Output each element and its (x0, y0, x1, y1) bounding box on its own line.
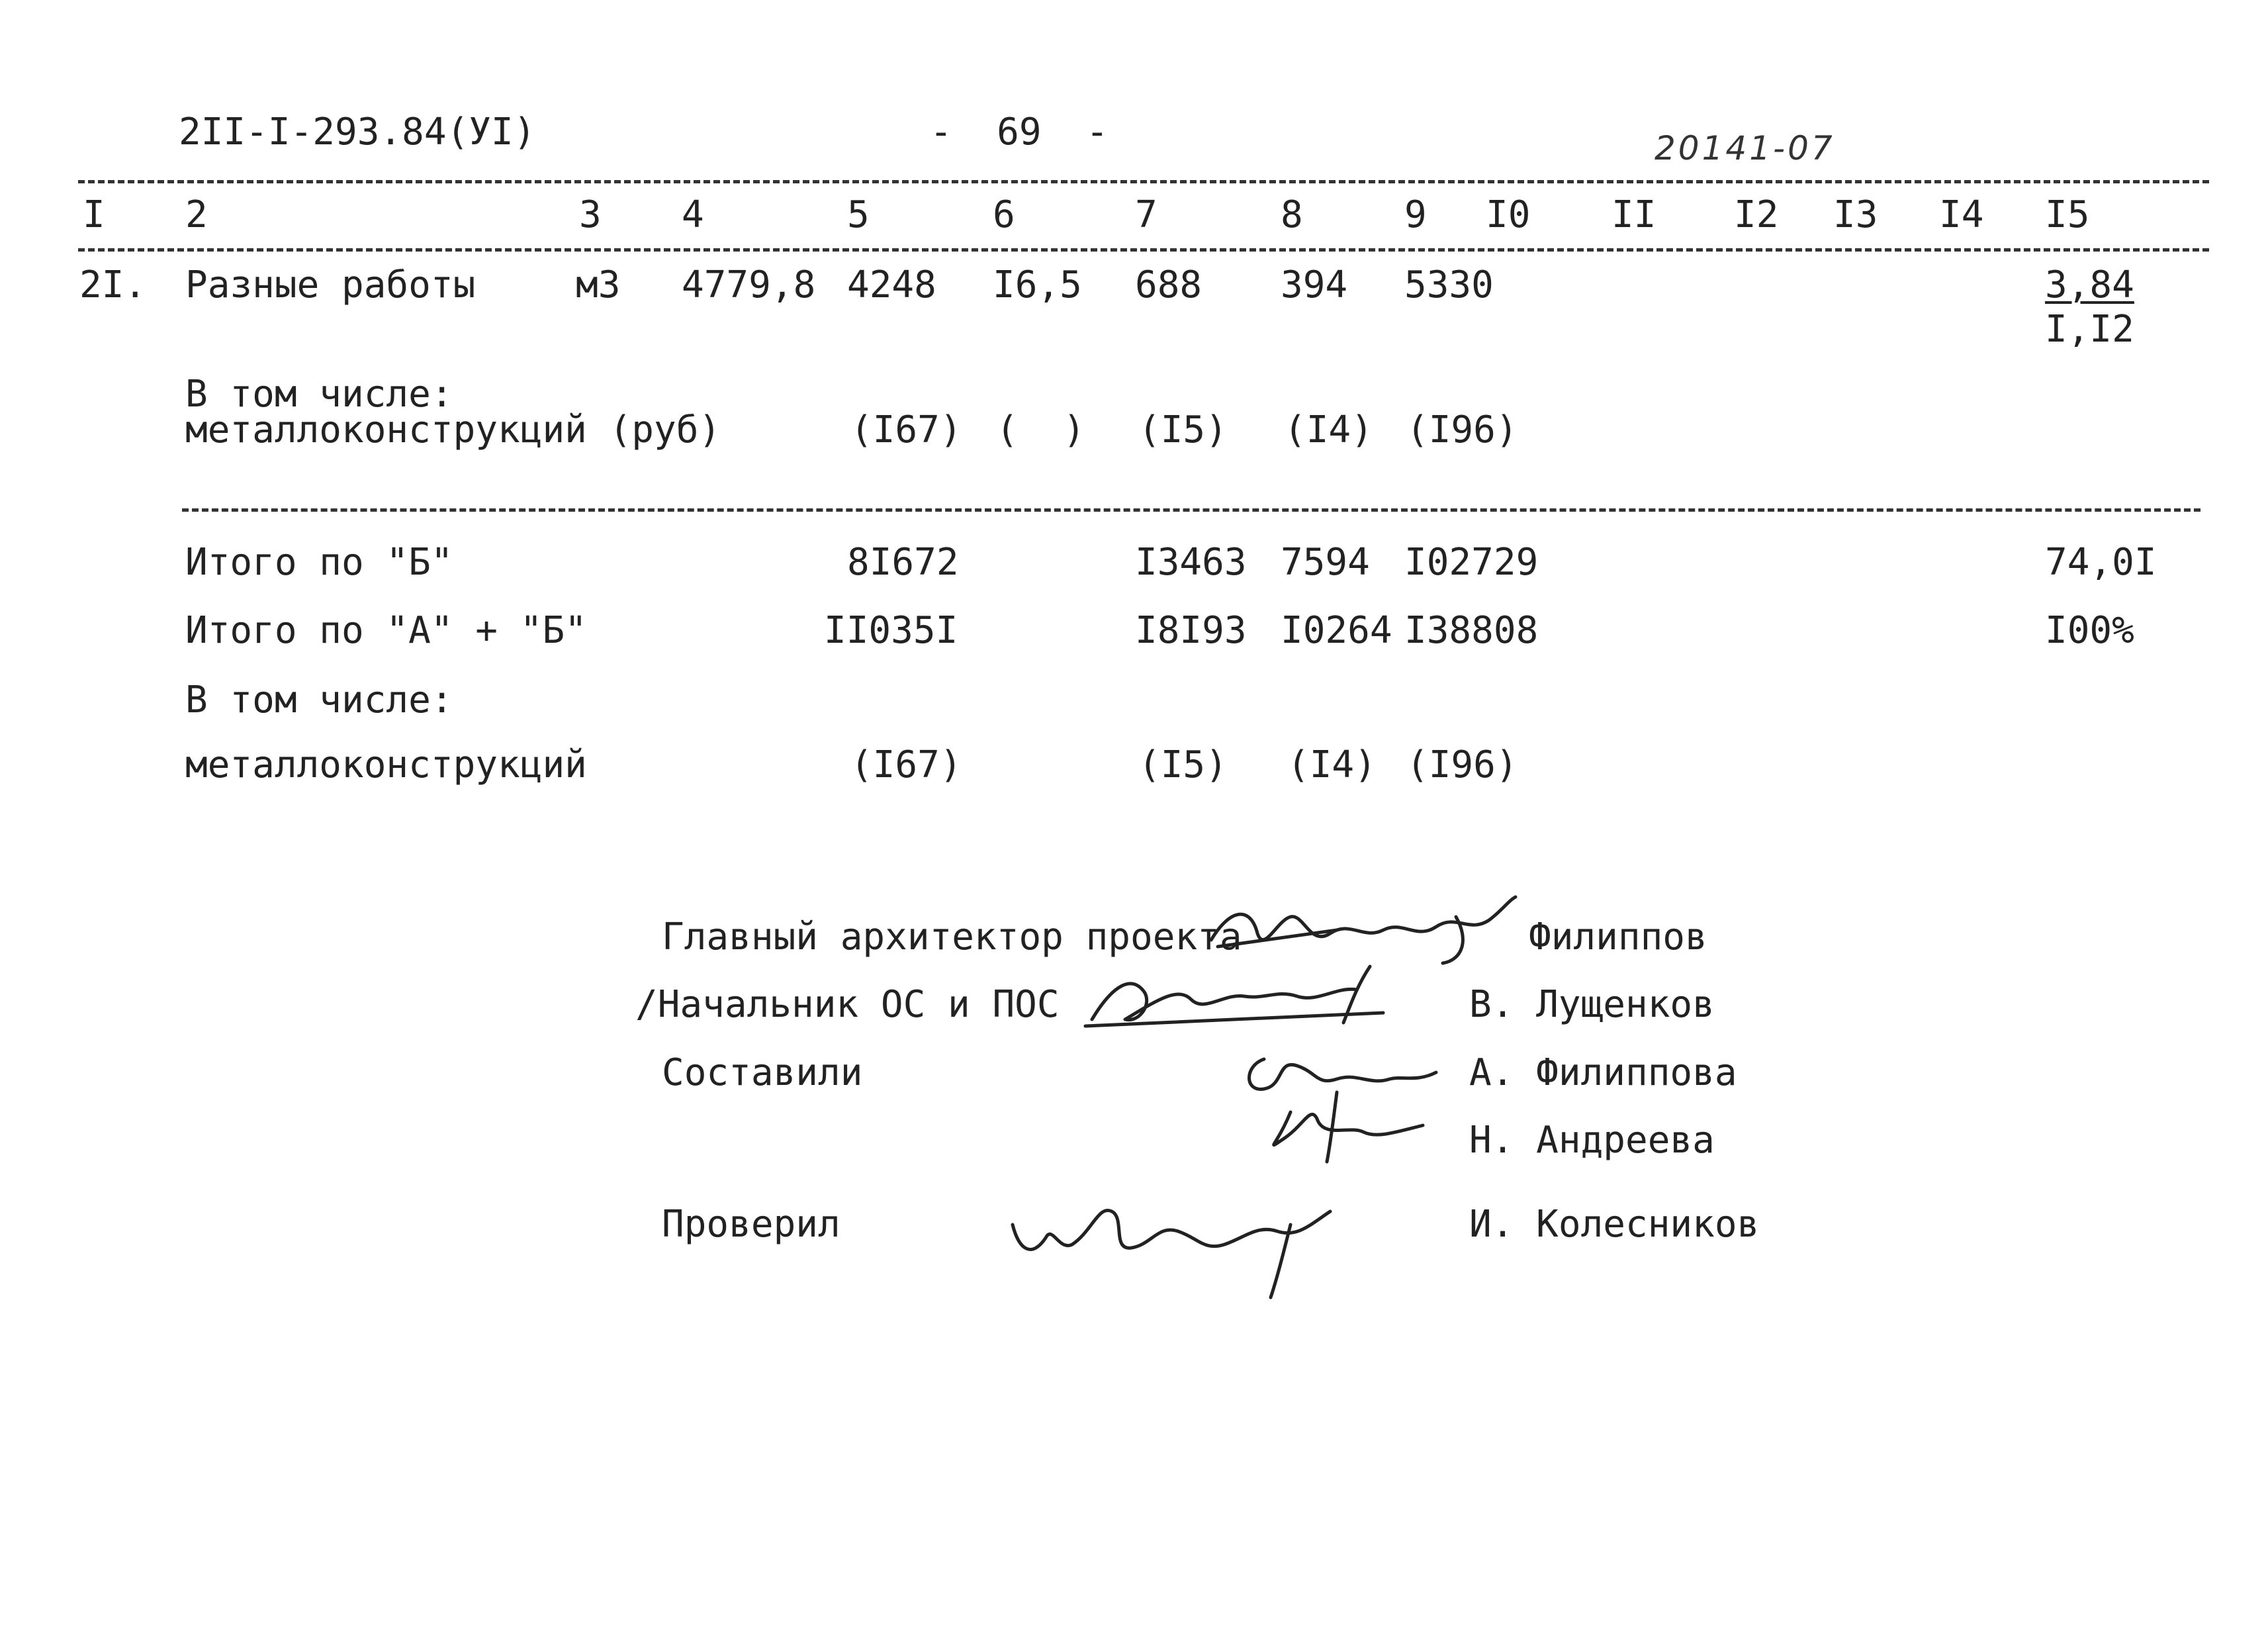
cell-c9: (I96) (1406, 408, 1518, 451)
document-code: 2II-I-293.84(УI) (179, 111, 536, 154)
cell-c8: (I4) (1284, 408, 1373, 451)
col-header-13: I3 (1833, 193, 1878, 236)
header-rule-bottom (78, 248, 2209, 252)
cell-c5: (I67) (850, 743, 962, 786)
col-header-5: 5 (847, 193, 870, 236)
cell-c5: 4248 (847, 263, 936, 306)
col-header-4: 4 (682, 193, 704, 236)
cell-c8: 394 (1281, 263, 1348, 306)
compiled-title: Составили (662, 1051, 863, 1094)
cell-c6: I6,5 (993, 263, 1082, 306)
cell-c6: ( ) (996, 408, 1085, 451)
metal-label: металлоконструкций (185, 743, 587, 786)
chief-architect-title: Главный архитектор проекта (662, 915, 1242, 959)
row-number: 2I. (79, 263, 147, 306)
signature-compiled (1238, 1033, 1463, 1165)
col-header-2: 2 (185, 193, 208, 236)
chief-architect-name: Филиппов (1529, 915, 1707, 959)
compiled-name-1: А. Филиппова (1469, 1051, 1737, 1094)
signature-chief-architect (1204, 894, 1522, 966)
stamp-number: 20141-07 (1655, 129, 1835, 167)
total-ab-label: Итого по "А" + "Б" (185, 609, 587, 652)
totals-rule (182, 508, 2200, 512)
col-header-14: I4 (1939, 193, 1984, 236)
cell-c8: (I4) (1287, 743, 1377, 786)
head-name: В. Лущенков (1469, 983, 1715, 1026)
cell-c7: (I5) (1138, 408, 1228, 451)
cell-c5: II035I (824, 609, 958, 652)
cell-c9: 5330 (1404, 263, 1494, 306)
col-header-12: I2 (1734, 193, 1779, 236)
col-header-9: 9 (1404, 193, 1427, 236)
col-header-3: 3 (579, 193, 602, 236)
page-number: - 69 - (930, 111, 1109, 154)
cell-c15: I00% (2045, 609, 2134, 652)
signature-head (1079, 960, 1423, 1033)
col-header-11: II (1611, 193, 1656, 236)
col-header-8: 8 (1281, 193, 1303, 236)
cell-c7: I8I93 (1135, 609, 1247, 652)
cell-c7: (I5) (1138, 743, 1228, 786)
row-name: Разные работы (185, 263, 476, 306)
cell-c9: (I96) (1406, 743, 1518, 786)
col-header-1: I (83, 193, 105, 236)
compiled-name-2: Н. Андреева (1469, 1119, 1715, 1162)
including-label: В том числе: (185, 679, 453, 722)
checked-title: Проверил (662, 1203, 840, 1246)
cell-c8: 7594 (1281, 541, 1370, 584)
metal-label: металлоконструкций (руб) (185, 408, 721, 451)
cell-c9: I02729 (1404, 541, 1539, 584)
row-unit: м3 (576, 263, 621, 306)
header-rule-top (78, 180, 2209, 183)
cell-c15-denominator: I,I2 (2045, 308, 2134, 351)
cell-c15-numerator: 3,84 (2045, 263, 2134, 306)
cell-c9: I38808 (1404, 609, 1539, 652)
checked-name: И. Колесников (1469, 1203, 1760, 1246)
col-header-10: I0 (1486, 193, 1531, 236)
head-title: /Начальник ОС и ПОС (635, 983, 1060, 1026)
col-header-15: I5 (2045, 193, 2090, 236)
signature-checked (1006, 1185, 1350, 1304)
col-header-7: 7 (1135, 193, 1157, 236)
cell-c5: 8I672 (847, 541, 959, 584)
cell-c4: 4779,8 (682, 263, 816, 306)
including-label: В том числе: (185, 373, 453, 416)
col-header-6: 6 (993, 193, 1015, 236)
cell-c7: I3463 (1135, 541, 1247, 584)
cell-c8: I0264 (1281, 609, 1392, 652)
cell-c5: (I67) (850, 408, 962, 451)
total-b-label: Итого по "Б" (185, 541, 453, 584)
cell-c15: 74,0I (2045, 541, 2157, 584)
cell-c7: 688 (1135, 263, 1202, 306)
